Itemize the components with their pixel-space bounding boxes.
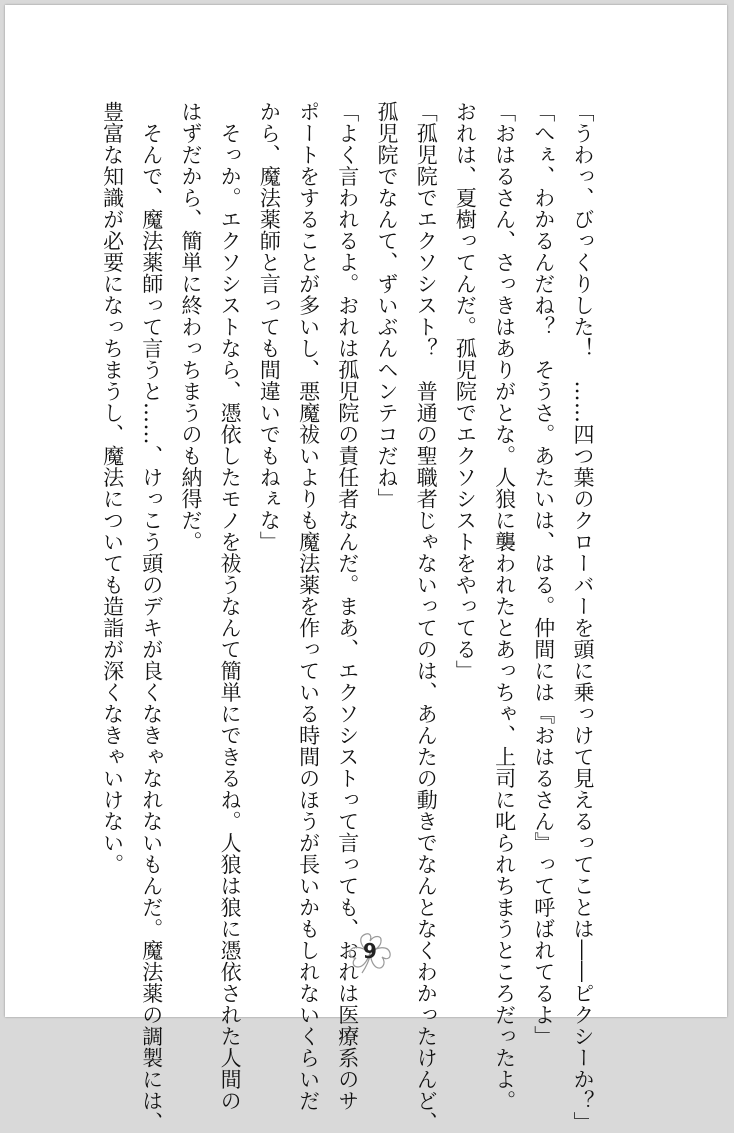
text-line: 「孤児院でエクソシスト？ 普通の聖職者じゃないってのは、あんたの動きでなんとなくわかったけんど、	[414, 101, 439, 1133]
book-page	[5, 5, 727, 1133]
text-line: はずだから、簡単に終わっちまうのも納得だ。	[178, 101, 203, 553]
text-line: そんで、魔法薬師って言うと……、けっこう頭のデキが良くなきゃなれないもんだ。魔法薬の調製には、	[139, 101, 164, 1133]
text-line: 「へぇ、わかるんだね？ そうさ。あたいは、はる。仲間には『おはるさん』って呼ばれてるよ」	[531, 101, 556, 1047]
text-line: から、魔法薬師と言っても間違いでもねぇな」	[257, 101, 282, 553]
text-line: 孤児院でなんて、ずいぶんヘンテコだね」	[374, 101, 399, 510]
text-line: 「うわっ、びっくりした！ ……四つ葉のクローバーを頭に乗っけて見えるってことは――ピクシーか？」	[571, 101, 595, 1133]
text-line: そっか。エクソシストなら、憑依したモノを祓うなんて簡単にできるね。人狼は狼に憑依された人間の	[218, 101, 243, 1112]
text-line: 「よく言われるよ。おれは孤児院の責任者なんだ。まあ、エクソシストって言っても、おれは医療系のサ	[335, 101, 360, 1112]
page-number: 9	[363, 939, 377, 963]
text-line: 「おはるさん、さっきはありがとな。人狼に襲われたとあっちゃ、上司に叱られちまうところだったよ。	[492, 101, 517, 1112]
text-line: ポートをすることが多いし、悪魔祓いよりも魔法薬を作っている時間のほうが長いかもしれないくらいだ	[296, 101, 321, 1112]
text-line: おれは、夏樹ってんだ。孤児院でエクソシストをやってる」	[453, 101, 478, 682]
page-number-badge	[344, 929, 396, 977]
vertical-text-body	[92, 101, 602, 1133]
text-line: 豊富な知識が必要になっちまうし、魔法についても造詣が深くなきゃいけない。	[100, 101, 125, 875]
